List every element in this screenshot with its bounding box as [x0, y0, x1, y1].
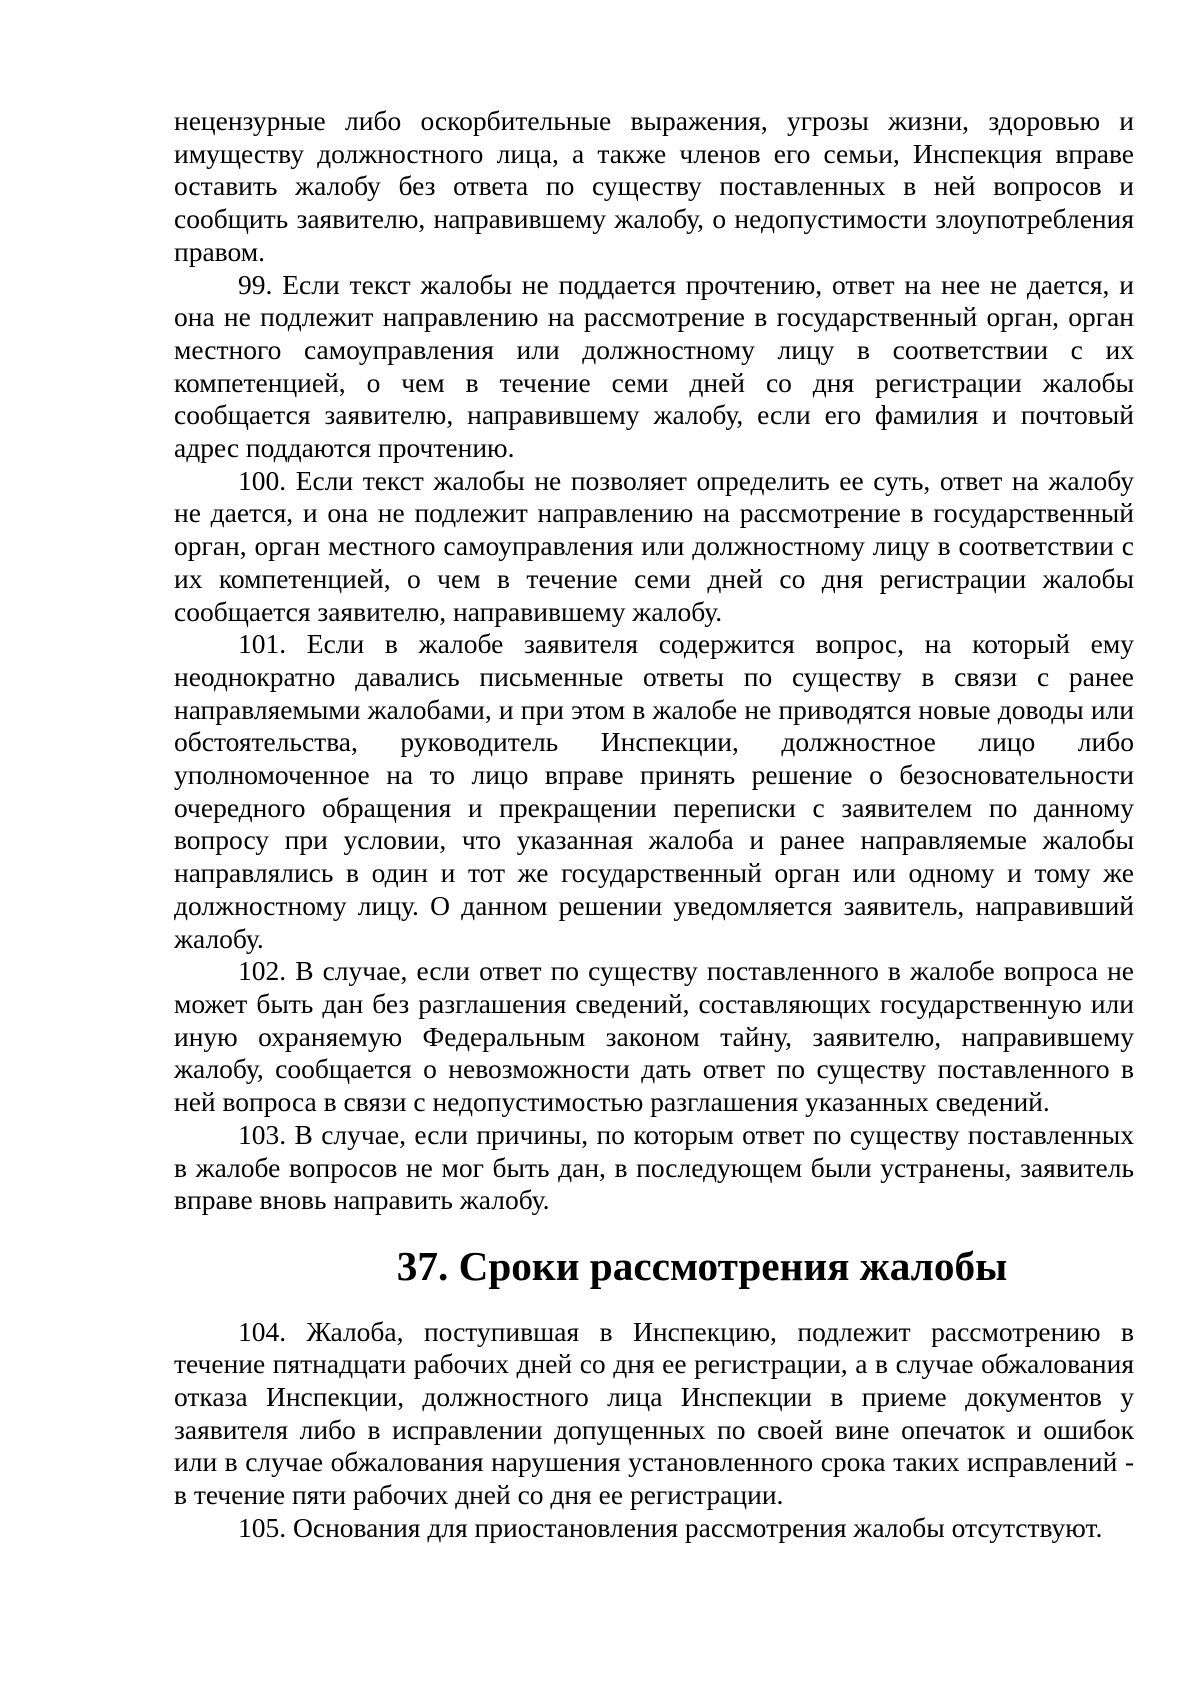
paragraph-99: 99. Если текст жалобы не поддается прочтению, ответ на нее не дается, и она не подлежит направлению на рассмотрение в государственный орган, орган местного самоуправления или должностному лицу в соответствии с их компетенцией, о чем в течение семи дней со дня регистрации жалобы сообщается заявителю, направившему жалобу, если его фамилия и почтовый адрес поддаются прочтению.: [174, 268, 1134, 464]
paragraph-104: 104. Жалоба, поступившая в Инспекцию, подлежит рассмотрению в течение пятнадцати рабочих дней со дня ее регистрации, а в случае обжалования отказа Инспекции, должностного лица Инспекции в приеме документов у заявителя либо в исправлении допущенных по своей вине опечаток и ошибок или в случае обжалования нарушения установленного срока таких исправлений - в течение пяти рабочих дней со дня ее регистрации.: [174, 1315, 1134, 1511]
paragraph-103: 103. В случае, если причины, по которым ответ по существу поставленных в жалобе вопросов не мог быть дан, в последующем были устранены, заявитель вправе вновь направить жалобу.: [174, 1118, 1134, 1216]
paragraph-100: 100. Если текст жалобы не позволяет определить ее суть, ответ на жалобу не дается, и она не подлежит направлению на рассмотрение в государственный орган, орган местного самоуправления или должностному лицу в соответствии с их компетенцией, о чем в течение семи дней со дня регистрации жалобы сообщается заявителю, направившему жалобу.: [174, 464, 1134, 627]
paragraph-105: 105. Основания для приостановления рассмотрения жалобы отсутствуют.: [238, 1511, 1103, 1543]
document-page: [174, 105, 1134, 1545]
paragraph-98-continuation: нецензурные либо оскорбительные выражения, угрозы жизни, здоровью и имуществу должностного лица, а также членов его семьи, Инспекция вправе оставить жалобу без ответа по существу поставленных в ней вопросов и сообщить заявителю, направившему жалобу, о недопустимости злоупотребления правом.: [174, 105, 1134, 267]
paragraph-102: 102. В случае, если ответ по существу поставленного в жалобе вопроса не может быть дан без разглашения сведений, составляющих государственную или иную охраняемую Федеральным законом тайну, заявителю, направившему жалобу, сообщается о невозможности дать ответ по существу поставленного в ней вопроса в связи с недопустимостью разглашения указанных сведений.: [174, 955, 1134, 1118]
section-heading: 37. Сроки рассмотрения жалобы: [396, 1242, 1008, 1289]
paragraph-101: 101. Если в жалобе заявителя содержится вопрос, на который ему неоднократно давались письменные ответы по существу в связи с ранее направляемыми жалобами, и при этом в жалобе не приводятся новые доводы или обстоятельства, руководитель Инспекции, должностное лицо либо уполномоченное на то лицо вправе принять решение о безосновательности очередного обращения и прекращении переписки с заявителем по данному вопросу при условии, что указанная жалоба и ранее направляемые жалобы направлялись в один и тот же государственный орган или одному и тому же должностному лицу. О данном решении уведомляется заявитель, направивший жалобу.: [174, 628, 1134, 954]
